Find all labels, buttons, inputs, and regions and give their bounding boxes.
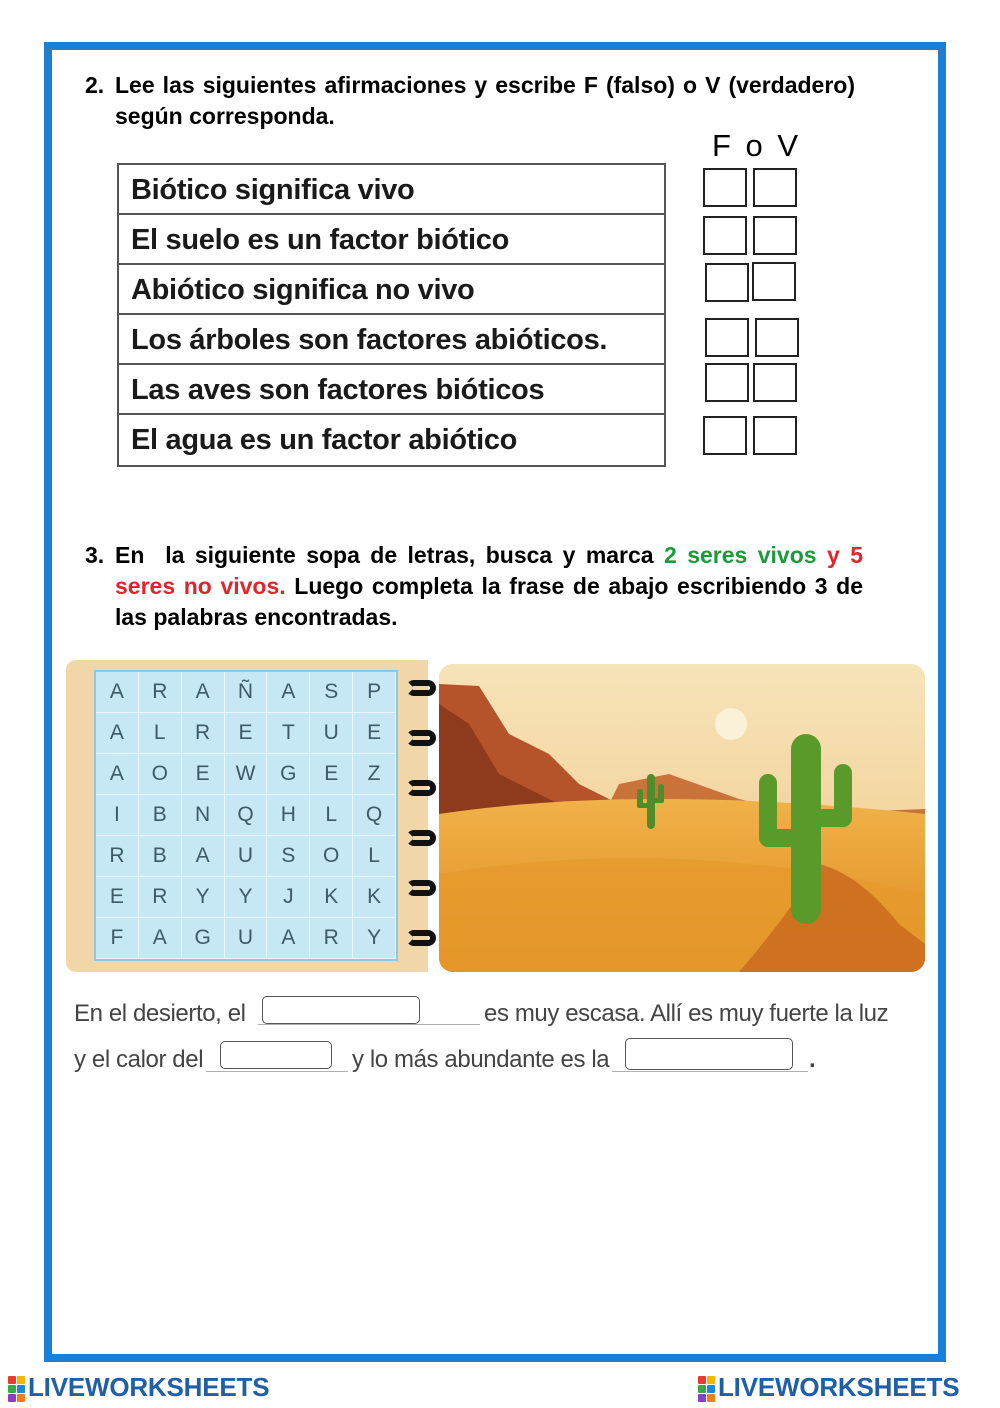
- word-search-cell[interactable]: L: [139, 713, 182, 754]
- answer-box-f-4[interactable]: [705, 318, 749, 357]
- desert-image: [439, 664, 925, 972]
- word-search-cell[interactable]: A: [96, 672, 139, 713]
- word-search-cell[interactable]: A: [139, 918, 182, 959]
- question-2-number: 2.: [85, 72, 105, 98]
- word-search-cell[interactable]: K: [353, 877, 396, 918]
- question-3-y-text: y: [816, 542, 851, 568]
- answer-input-1[interactable]: [262, 996, 420, 1024]
- word-search-cell[interactable]: H: [267, 795, 310, 836]
- f-o-v-label: F o V: [712, 128, 802, 163]
- answer-line: [612, 1071, 808, 1072]
- word-search-cell[interactable]: R: [139, 672, 182, 713]
- question-3-text-part2: Luego completa la frase de abajo escribiendo 3 de las palabras encontradas.: [115, 573, 870, 630]
- word-search-cell[interactable]: S: [267, 836, 310, 877]
- word-search-cell[interactable]: A: [96, 754, 139, 795]
- word-search-cell[interactable]: Q: [353, 795, 396, 836]
- spiral-ring-icon: [406, 930, 436, 946]
- sentence-part-2: es muy escasa. Allí es muy fuerte la luz: [484, 1000, 889, 1027]
- liveworksheets-mark-icon: [698, 1376, 715, 1402]
- spiral-ring-icon: [406, 830, 436, 846]
- word-search-cell[interactable]: Y: [182, 877, 225, 918]
- word-search-cell[interactable]: E: [353, 713, 396, 754]
- word-search-cell[interactable]: E: [310, 754, 353, 795]
- word-search-cell[interactable]: Ñ: [225, 672, 268, 713]
- word-search-cell[interactable]: R: [96, 836, 139, 877]
- word-search-cell[interactable]: A: [182, 836, 225, 877]
- answer-box-v-3[interactable]: [752, 262, 796, 301]
- word-search-cell[interactable]: J: [267, 877, 310, 918]
- sentence-part-5: .: [809, 1046, 816, 1073]
- statement-row: Abiótico significa no vivo: [119, 265, 664, 315]
- statement-row: El suelo es un factor biótico: [119, 215, 664, 265]
- spiral-ring-icon: [406, 780, 436, 796]
- statement-row: Las aves son factores bióticos: [119, 365, 664, 415]
- word-search-cell[interactable]: B: [139, 836, 182, 877]
- answer-input-3[interactable]: [625, 1038, 793, 1070]
- question-3-text: [115, 540, 870, 633]
- answer-box-v-6[interactable]: [753, 416, 797, 455]
- word-search-cell[interactable]: B: [139, 795, 182, 836]
- word-search-cell[interactable]: P: [353, 672, 396, 713]
- sentence-part-1: En el desierto, el: [74, 1000, 246, 1027]
- answer-line: [206, 1071, 348, 1072]
- word-search-cell[interactable]: U: [310, 713, 353, 754]
- answer-box-v-2[interactable]: [753, 216, 797, 255]
- word-search-cell[interactable]: L: [310, 795, 353, 836]
- answer-box-v-4[interactable]: [755, 318, 799, 357]
- logo-text: LIVEWORKSHEETS: [28, 1372, 270, 1402]
- word-search-cell[interactable]: R: [139, 877, 182, 918]
- word-search-cell[interactable]: E: [225, 713, 268, 754]
- word-search-cell[interactable]: U: [225, 836, 268, 877]
- word-search-cell[interactable]: K: [310, 877, 353, 918]
- statement-row: Biótico significa vivo: [119, 165, 664, 215]
- desert-scene-icon: [439, 664, 925, 972]
- sentence-part-4: y lo más abundante es la: [352, 1046, 610, 1073]
- word-search-cell[interactable]: A: [182, 672, 225, 713]
- word-search-cell[interactable]: O: [139, 754, 182, 795]
- answer-box-f-5[interactable]: [705, 363, 749, 402]
- liveworksheets-logo-left: [8, 1372, 269, 1403]
- word-search-cell[interactable]: R: [182, 713, 225, 754]
- answer-box-v-1[interactable]: [753, 168, 797, 207]
- spiral-ring-icon: [406, 680, 436, 696]
- word-search-cell[interactable]: U: [225, 918, 268, 959]
- question-3-number: 3.: [85, 542, 105, 568]
- question-3-red-text: 5 seres no vivos.: [115, 542, 870, 599]
- word-search-grid: [94, 670, 398, 961]
- answer-box-f-6[interactable]: [703, 416, 747, 455]
- word-search-cell[interactable]: E: [96, 877, 139, 918]
- word-search-cell[interactable]: A: [267, 918, 310, 959]
- word-search-cell[interactable]: L: [353, 836, 396, 877]
- liveworksheets-logo-right: [698, 1372, 959, 1403]
- spiral-ring-icon: [406, 730, 436, 746]
- word-search-cell[interactable]: N: [182, 795, 225, 836]
- word-search-cell[interactable]: G: [267, 754, 310, 795]
- word-search-cell[interactable]: Q: [225, 795, 268, 836]
- word-search-cell[interactable]: O: [310, 836, 353, 877]
- word-search-cell[interactable]: S: [310, 672, 353, 713]
- answer-line: [258, 1024, 480, 1025]
- spiral-ring-icon: [406, 880, 436, 896]
- word-search-cell[interactable]: I: [96, 795, 139, 836]
- question-3-text-part1: En la siguiente sopa de letras, busca y marca: [115, 542, 665, 568]
- sentence-part-3: y el calor del: [74, 1046, 204, 1073]
- answer-box-f-3[interactable]: [705, 263, 749, 302]
- logo-text: LIVEWORKSHEETS: [718, 1372, 960, 1402]
- word-search-cell[interactable]: T: [267, 713, 310, 754]
- answer-box-f-1[interactable]: [703, 168, 747, 207]
- word-search-cell[interactable]: E: [182, 754, 225, 795]
- word-search-cell[interactable]: F: [96, 918, 139, 959]
- statement-row: Los árboles son factores abióticos.: [119, 315, 664, 365]
- word-search-cell[interactable]: Y: [225, 877, 268, 918]
- question-3-green-text: 2 seres vivos: [664, 542, 817, 568]
- word-search-cell[interactable]: A: [267, 672, 310, 713]
- word-search-cell[interactable]: A: [96, 713, 139, 754]
- statement-row: El agua es un factor abiótico: [131, 424, 518, 456]
- word-search-panel: [66, 660, 428, 972]
- answer-box-v-5[interactable]: [753, 363, 797, 402]
- word-search-cell[interactable]: R: [310, 918, 353, 959]
- answer-input-2[interactable]: [220, 1041, 332, 1069]
- word-search-cell[interactable]: Y: [353, 918, 396, 959]
- word-search-cell[interactable]: Z: [353, 754, 396, 795]
- notebook-illustration: [66, 660, 928, 976]
- question-2-text: Lee las siguientes afirmaciones y escribe F (falso) o V (verdadero) según corresponda.: [115, 72, 855, 129]
- word-search-cell[interactable]: W: [225, 754, 268, 795]
- word-search-cell[interactable]: G: [182, 918, 225, 959]
- liveworksheets-mark-icon: [8, 1376, 25, 1402]
- answer-box-f-2[interactable]: [703, 216, 747, 255]
- statements-table: [117, 163, 666, 467]
